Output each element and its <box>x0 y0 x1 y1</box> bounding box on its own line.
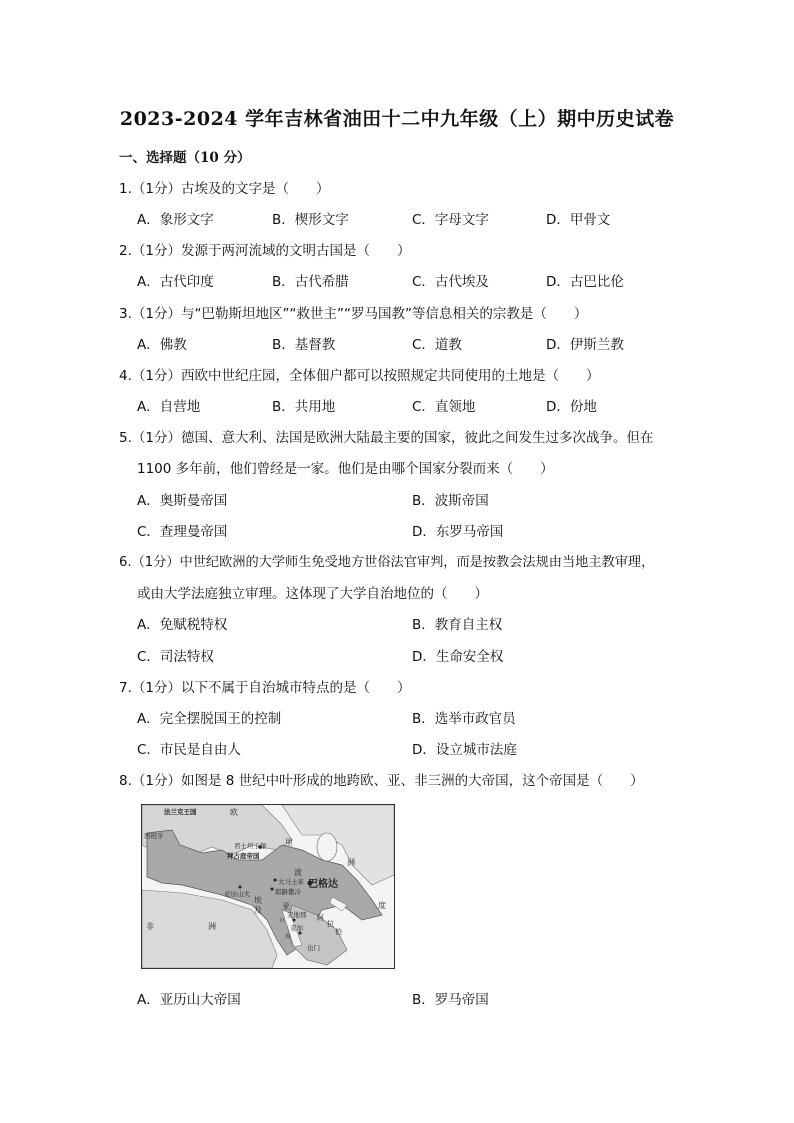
question-4-option-b[interactable]: B．共用地 <box>272 399 336 415</box>
question-1-option-c[interactable]: C．字母文字 <box>412 212 489 228</box>
section-heading: 一、选择题（10 分） <box>119 150 251 166</box>
question-4-option-d[interactable]: D．份地 <box>546 399 597 415</box>
question-8-option-a[interactable]: A．亚历山大帝国 <box>137 992 241 1008</box>
question-1-option-d[interactable]: D．甲骨文 <box>546 212 611 228</box>
question-3-option-a[interactable]: A．佛教 <box>137 337 187 353</box>
question-1-option-a[interactable]: A．象形文字 <box>137 212 214 228</box>
map-label-ai: 埃 <box>254 896 262 905</box>
question-7-option-c[interactable]: C．市民是自由人 <box>137 742 241 758</box>
question-7-stem: 7.（1分）以下不属于自治城市特点的是（ ） <box>119 680 411 696</box>
map-label-a: 阿 <box>317 914 324 922</box>
map-label-li: 里 <box>285 838 293 847</box>
question-6-option-d[interactable]: D．生命安全权 <box>412 649 504 665</box>
map-label-red-2: 海 <box>285 934 291 940</box>
map-label-yemen: 也门 <box>307 944 320 952</box>
question-2-option-b[interactable]: B．古代希腊 <box>272 274 349 290</box>
question-2-stem: 2.（1分）发源于两河流域的文明古国是（ ） <box>119 243 411 259</box>
question-4-option-c[interactable]: C．直领地 <box>412 399 476 415</box>
map-label-frankish-kingdom: 法兰克王国 <box>164 808 197 816</box>
question-6-option-c[interactable]: C．司法特权 <box>137 649 214 665</box>
question-2-option-a[interactable]: A．古代印度 <box>137 274 214 290</box>
question-6-stem-continued: 或由大学法庭独立审理。这体现了大学自治地位的（ ） <box>137 586 488 602</box>
question-4-stem: 4.（1分）西欧中世纪庄园，全体佃户都可以按照规定共同使用的土地是（ ） <box>119 368 600 384</box>
question-6-stem: 6.（1分）中世纪欧洲的大学师生免受地方世俗法官审判，而是按教会法规由当地主教审理， <box>119 555 655 570</box>
question-4-option-a[interactable]: A．自营地 <box>137 399 201 415</box>
question-3-option-c[interactable]: C．道教 <box>412 337 462 353</box>
question-6-option-a[interactable]: A．免赋税特权 <box>137 617 228 633</box>
map-label-jerusalem: 耶路撒冷 <box>275 888 301 896</box>
question-5-option-a[interactable]: A．奥斯曼帝国 <box>137 493 228 509</box>
map-label-red-1: 红 <box>280 918 286 924</box>
map-label-constantinople: 君士坦丁堡 <box>234 842 267 850</box>
map-label-mecca: 麦加 <box>290 924 303 932</box>
map-label-la: 拉 <box>327 920 334 928</box>
question-8-stem: 8.（1分）如图是 8 世纪中叶形成的地跨欧、亚、非三洲的大帝国，这个帝国是（ ） <box>119 773 644 789</box>
question-1-stem: 1.（1分）古埃及的文字是（ ） <box>119 181 330 197</box>
question-7-option-d[interactable]: D．设立城市法庭 <box>412 742 517 758</box>
arab-empire-map <box>141 804 395 969</box>
map-label-ji: 及 <box>254 906 262 915</box>
map-label-bo: 波 <box>294 868 302 877</box>
map-label-alexandria: 亚历山大 <box>224 890 250 898</box>
question-7-option-b[interactable]: B．选举市政官员 <box>412 711 516 727</box>
map-label-zhou: 洲 <box>347 858 355 867</box>
map-label-africa-1: 非 <box>146 922 154 931</box>
question-2-option-d[interactable]: D．古巴比伦 <box>546 274 624 290</box>
map-label-baghdad: 巴格达 <box>308 879 338 890</box>
question-3-option-b[interactable]: B．基督教 <box>272 337 336 353</box>
map-graphic <box>142 805 394 968</box>
map-label-damascus: 大马士革 <box>278 878 304 886</box>
question-7-option-a[interactable]: A．完全摆脱国王的控制 <box>137 711 282 727</box>
question-5-option-b[interactable]: B．波斯帝国 <box>412 493 489 509</box>
question-5-option-d[interactable]: D．东罗马帝国 <box>412 524 504 540</box>
question-8-option-b[interactable]: B．罗马帝国 <box>412 992 489 1008</box>
map-label-du: 度 <box>378 901 386 910</box>
map-label-bo2: 伯 <box>335 928 342 936</box>
map-label-africa-2: 洲 <box>208 922 216 931</box>
map-label-ya: 亚 <box>282 902 290 911</box>
map-label-spain: 西班牙 <box>144 832 164 840</box>
question-3-option-d[interactable]: D．伊斯兰教 <box>546 337 624 353</box>
page-title: 2023-2024 学年吉林省油田十二中九年级（上）期中历史试卷 <box>119 108 675 130</box>
map-label-europe-1: 欧 <box>230 808 238 817</box>
question-6-option-b[interactable]: B．教育自主权 <box>412 617 503 633</box>
map-label-medina: 麦地那 <box>287 911 307 919</box>
question-2-option-c[interactable]: C．古代埃及 <box>412 274 489 290</box>
question-5-option-c[interactable]: C．查理曼帝国 <box>137 524 228 540</box>
question-3-stem: 3.（1分）与“巴勒斯坦地区”“救世主”“罗马国教”等信息相关的宗教是（ ） <box>119 306 588 322</box>
map-label-byzantine-empire: 拜占庭帝国 <box>227 852 260 860</box>
question-5-stem-continued: 1100 多年前，他们曾经是一家。他们是由哪个国家分裂而来（ ） <box>137 461 554 477</box>
question-1-option-b[interactable]: B．楔形文字 <box>272 212 349 228</box>
question-5-stem: 5.（1分）德国、意大利、法国是欧洲大陆最主要的国家，彼此之间发生过多次战争。但在 <box>119 430 654 446</box>
